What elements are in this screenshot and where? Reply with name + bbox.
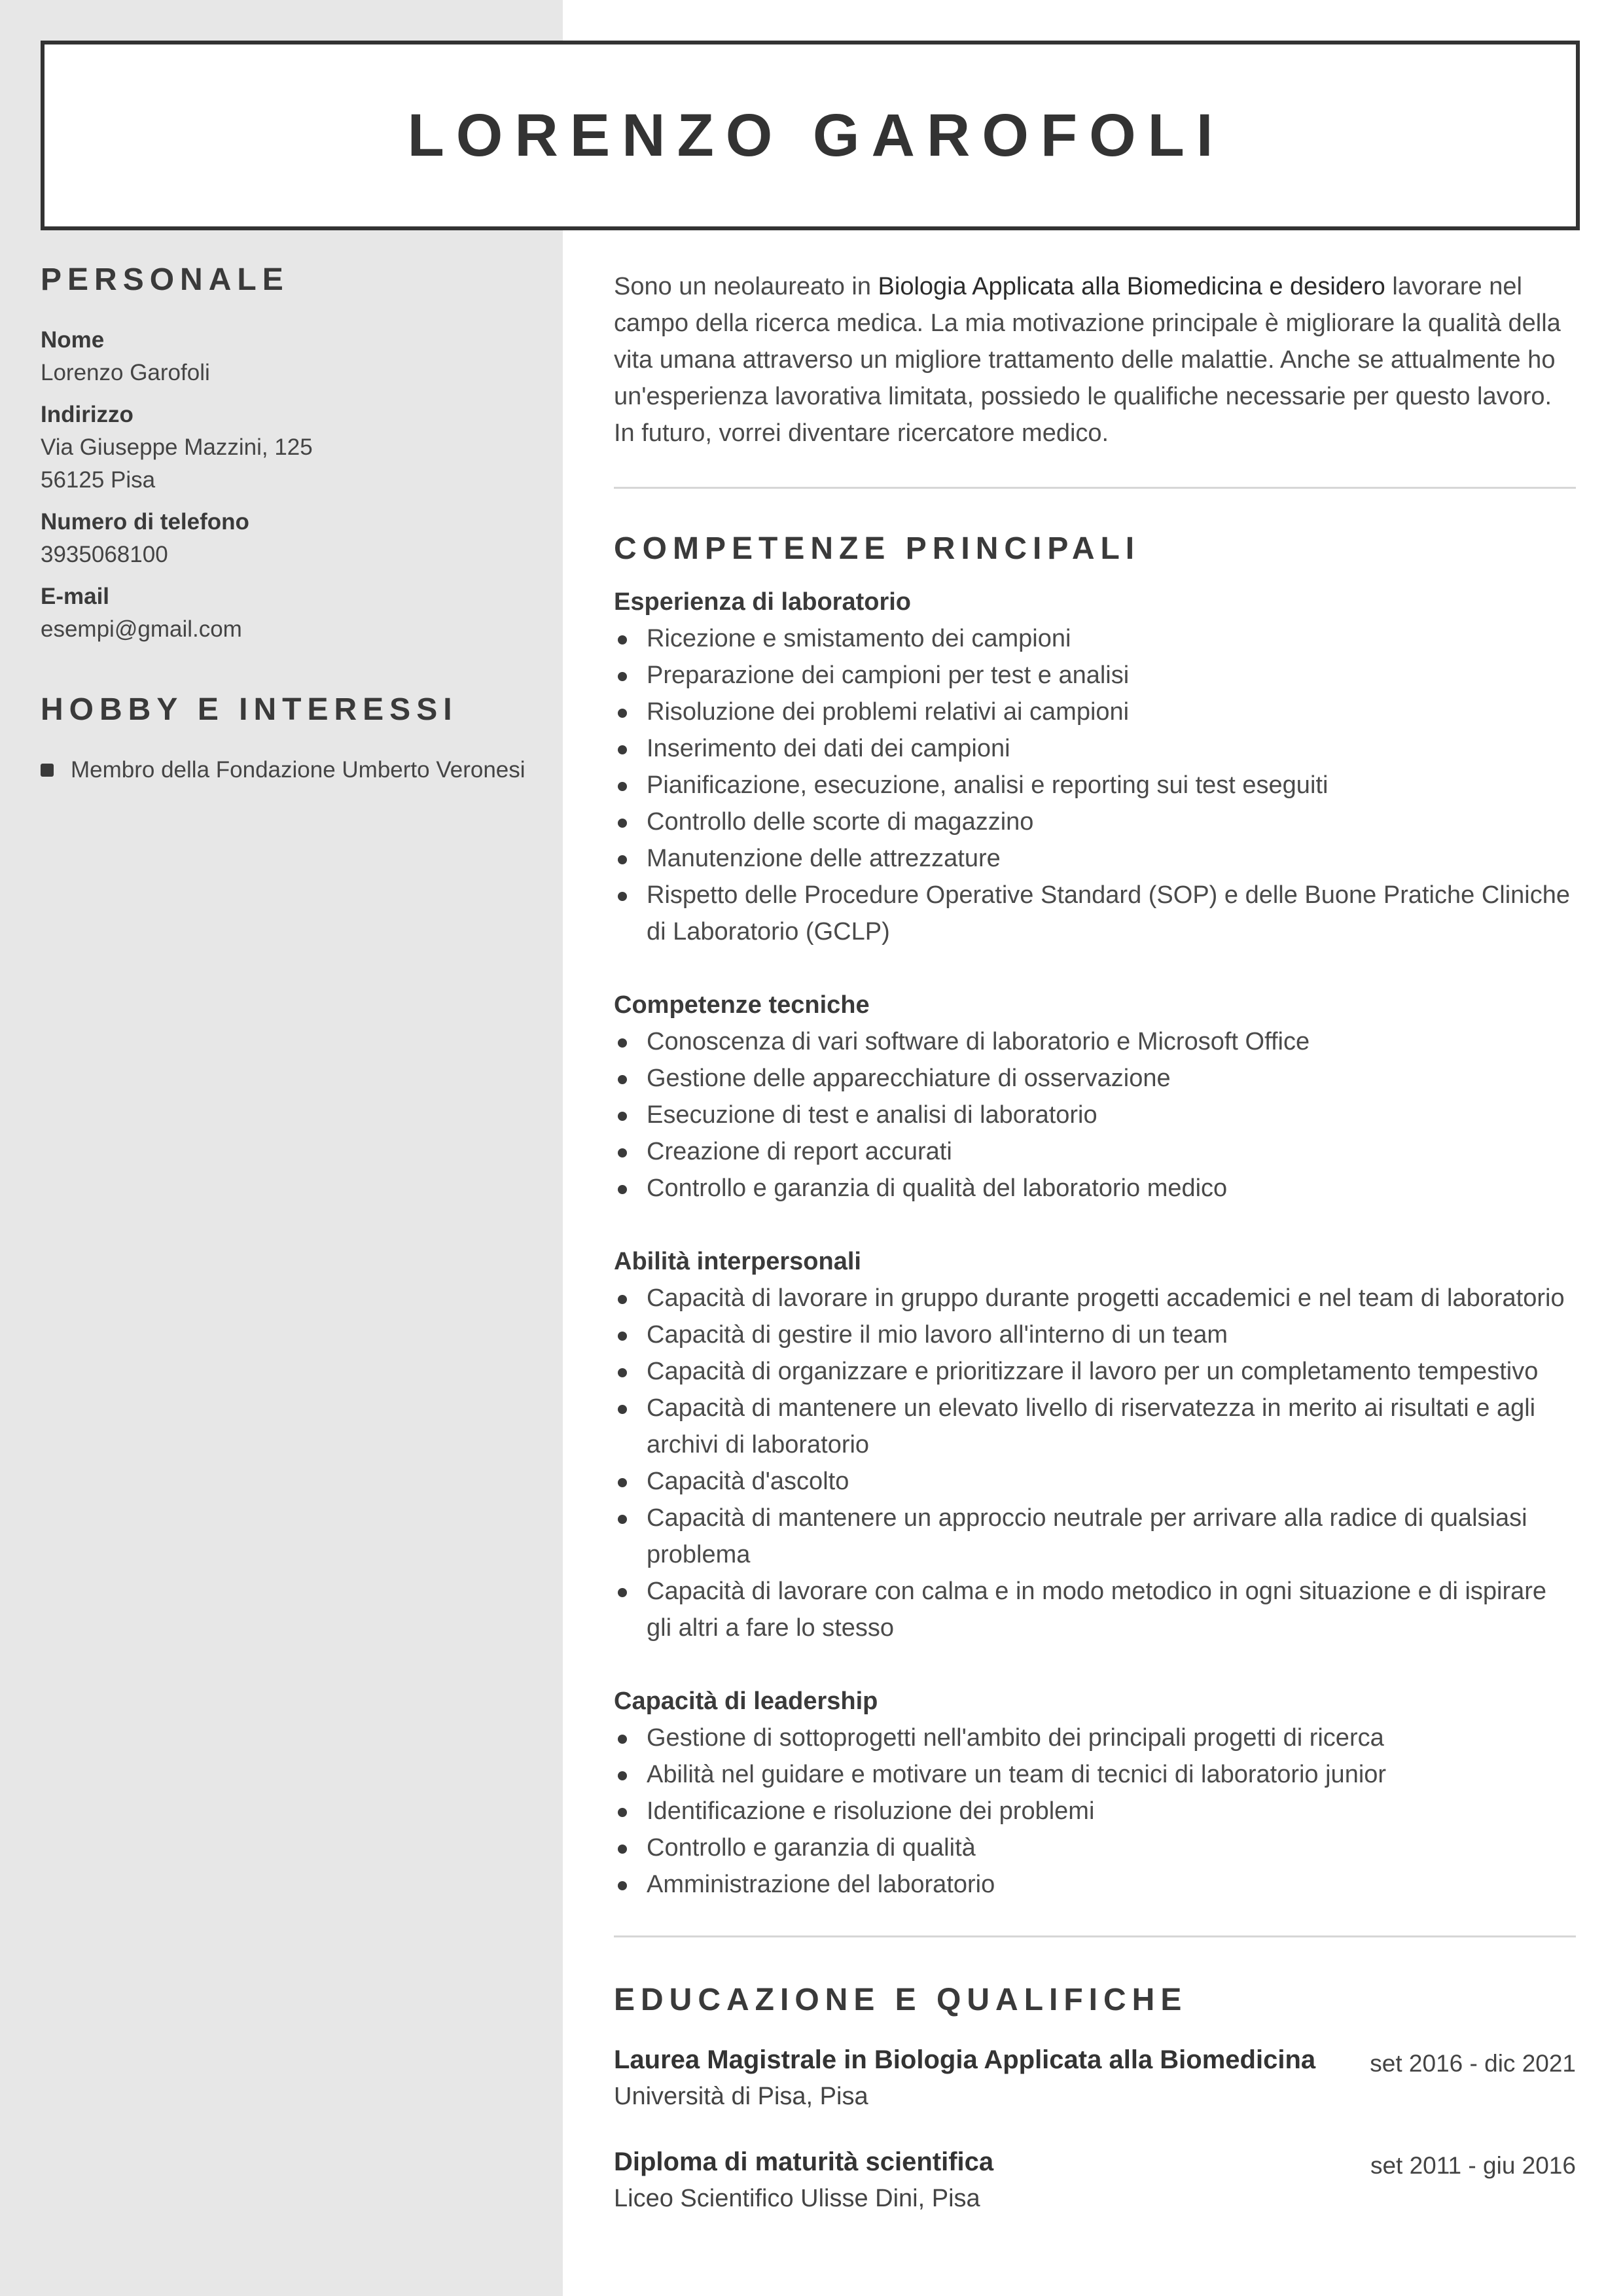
education-item bbox=[614, 2144, 1576, 2217]
skill-list-item: Inserimento dei dati dei campioni bbox=[614, 730, 1576, 767]
summary-text: Sono un neolaureato in bbox=[614, 273, 878, 300]
skill-list-item: Creazione di report accurati bbox=[614, 1133, 1576, 1170]
skill-list bbox=[614, 1280, 1576, 1646]
skill-groups bbox=[614, 584, 1576, 1903]
section-divider bbox=[614, 487, 1576, 489]
summary-highlight: Biologia Applicata alla Biomedicina e desidero bbox=[878, 273, 1385, 300]
skill-list-item: Esecuzione di test e analisi di laboratorio bbox=[614, 1097, 1576, 1133]
skill-list-item: Identificazione e risoluzione dei problemi bbox=[614, 1793, 1576, 1829]
skill-group bbox=[614, 584, 1576, 950]
field-address bbox=[41, 398, 544, 497]
education-section-title: EDUCAZIONE E QUALIFICHE bbox=[614, 1983, 1188, 2017]
skill-list-item: Preparazione dei campioni per test e analisi bbox=[614, 657, 1576, 694]
skill-list bbox=[614, 620, 1576, 950]
skill-group bbox=[614, 1683, 1576, 1903]
skill-list-item: Capacità di mantenere un elevato livello di riservatezza in merito ai risultati e agli archivi di laboratorio bbox=[614, 1390, 1576, 1463]
personal-section-title: PERSONALE bbox=[41, 262, 289, 297]
field-label: Nome bbox=[41, 327, 105, 353]
field-name bbox=[41, 324, 544, 389]
skill-list bbox=[614, 1023, 1576, 1207]
field-phone bbox=[41, 506, 544, 571]
section-divider bbox=[614, 1935, 1576, 1937]
field-label: Numero di telefono bbox=[41, 509, 249, 535]
skill-group bbox=[614, 987, 1576, 1207]
skill-list-item: Gestione delle apparecchiature di osservazione bbox=[614, 1060, 1576, 1097]
field-email bbox=[41, 580, 544, 646]
education-degree: Laurea Magistrale in Biologia Applicata alla Biomedicina bbox=[614, 2045, 1316, 2074]
hobby-section-title: HOBBY E INTERESSI bbox=[41, 692, 458, 727]
square-bullet-icon bbox=[41, 764, 54, 777]
field-value: 3935068100 bbox=[41, 542, 168, 567]
skill-list-item: Risoluzione dei problemi relativi ai campioni bbox=[614, 694, 1576, 730]
field-value: esempi@gmail.com bbox=[41, 616, 242, 642]
field-value: 56125 Pisa bbox=[41, 467, 156, 493]
skill-group bbox=[614, 1243, 1576, 1646]
skills-section-title: COMPETENZE PRINCIPALI bbox=[614, 531, 1141, 566]
skill-list-item: Capacità di mantenere un approccio neutrale per arrivare alla radice di qualsiasi problema bbox=[614, 1500, 1576, 1573]
education-degree: Diploma di maturità scientifica bbox=[614, 2147, 994, 2176]
skill-list-item: Conoscenza di vari software di laboratorio e Microsoft Office bbox=[614, 1023, 1576, 1060]
skill-group-title: Abilità interpersonali bbox=[614, 1248, 861, 1275]
field-value: Lorenzo Garofoli bbox=[41, 360, 210, 385]
candidate-name: LORENZO GAROFOLI bbox=[407, 101, 1225, 169]
skill-list-item: Controllo e garanzia di qualità bbox=[614, 1829, 1576, 1866]
skill-list-item: Capacità di lavorare con calma e in modo metodico in ogni situazione e di ispirare gli altri a fare lo stesso bbox=[614, 1573, 1576, 1646]
hobby-text: Membro della Fondazione Umberto Veronesi bbox=[71, 757, 526, 783]
skill-list-item: Capacità di organizzare e prioritizzare il lavoro per un completamento tempestivo bbox=[614, 1353, 1576, 1390]
skill-group-title: Capacità di leadership bbox=[614, 1687, 878, 1715]
education-item bbox=[614, 2041, 1576, 2115]
hobby-item bbox=[41, 754, 544, 786]
field-value: Via Giuseppe Mazzini, 125 bbox=[41, 434, 313, 460]
education-school: Liceo Scientifico Ulisse Dini, Pisa bbox=[614, 2185, 980, 2212]
field-label: Indirizzo bbox=[41, 402, 134, 427]
name-header-box bbox=[41, 41, 1580, 230]
skill-group-title: Esperienza di laboratorio bbox=[614, 588, 911, 616]
field-label: E-mail bbox=[41, 584, 110, 609]
skill-list-item: Abilità nel guidare e motivare un team di tecnici di laboratorio junior bbox=[614, 1756, 1576, 1793]
skill-group-title: Competenze tecniche bbox=[614, 991, 870, 1019]
skill-list-item: Rispetto delle Procedure Operative Standard (SOP) e delle Buone Pratiche Cliniche di Laboratorio (GCLP) bbox=[614, 877, 1576, 950]
skill-list-item: Manutenzione delle attrezzature bbox=[614, 840, 1576, 877]
skill-list-item: Pianificazione, esecuzione, analisi e reporting sui test eseguiti bbox=[614, 767, 1576, 804]
skill-list-item: Capacità di lavorare in gruppo durante progetti accademici e nel team di laboratorio bbox=[614, 1280, 1576, 1316]
education-dates: set 2011 - giu 2016 bbox=[1370, 2152, 1576, 2179]
skill-list-item: Controllo delle scorte di magazzino bbox=[614, 804, 1576, 840]
profile-summary bbox=[614, 268, 1576, 451]
education-dates: set 2016 - dic 2021 bbox=[1370, 2050, 1576, 2077]
skill-list-item: Capacità d'ascolto bbox=[614, 1463, 1576, 1500]
main-content bbox=[614, 268, 1576, 2246]
skill-list bbox=[614, 1720, 1576, 1903]
skill-list-item: Gestione di sottoprogetti nell'ambito dei principali progetti di ricerca bbox=[614, 1720, 1576, 1756]
education-school: Università di Pisa, Pisa bbox=[614, 2083, 868, 2110]
skill-list-item: Ricezione e smistamento dei campioni bbox=[614, 620, 1576, 657]
summary-text: lavorare nel campo della ricerca medica. La mia motivazione principale è migliorare la qualità della vita umana attraverso un migliore trattamento delle malattie. Anche se attualmente ho un'esperienza lavorativa limitata, possiedo le qualifiche necessarie per questo lavoro. In futuro, vorrei diventare ricercatore medico. bbox=[614, 273, 1561, 447]
skill-list-item: Amministrazione del laboratorio bbox=[614, 1866, 1576, 1903]
skill-list-item: Controllo e garanzia di qualità del laboratorio medico bbox=[614, 1170, 1576, 1207]
skill-list-item: Capacità di gestire il mio lavoro all'interno di un team bbox=[614, 1316, 1576, 1353]
sidebar bbox=[41, 262, 544, 786]
